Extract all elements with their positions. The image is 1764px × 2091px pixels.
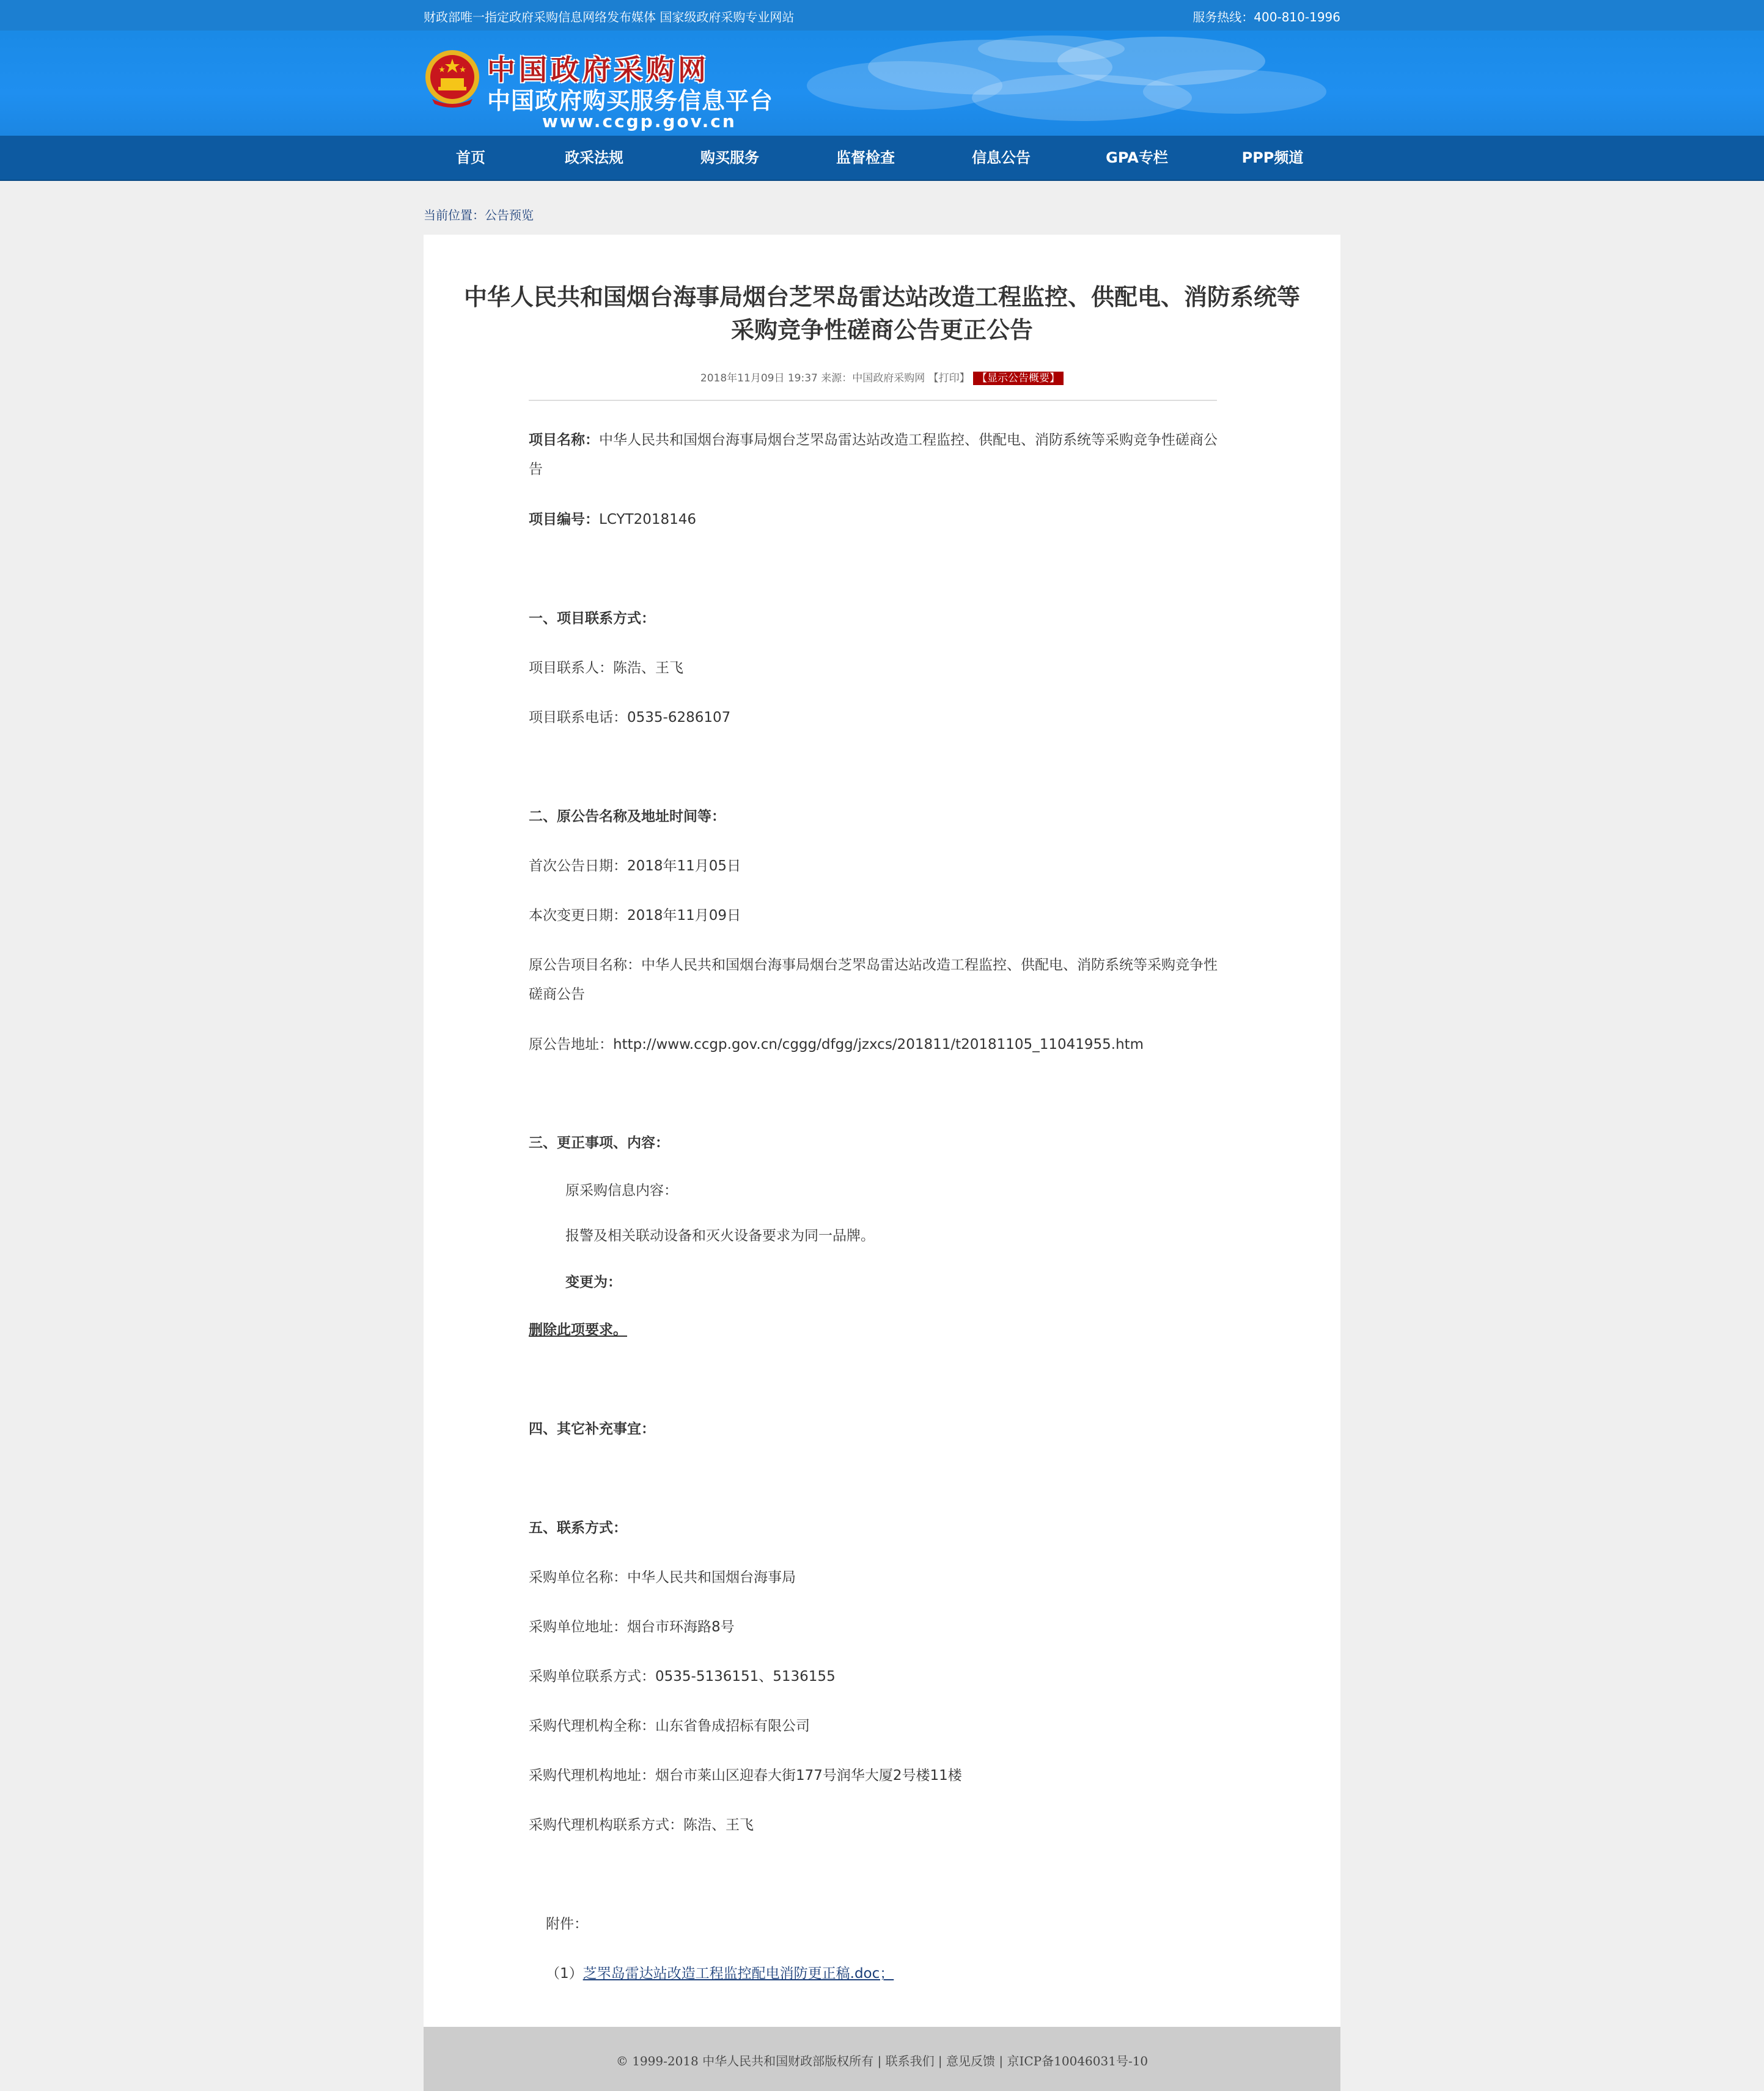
footer-text — [424, 2051, 1340, 2069]
main-nav — [0, 136, 1764, 181]
title-divider — [529, 400, 1217, 401]
changed-content — [529, 1315, 1226, 1345]
project-name-value: 中华人民共和国烟台海事局烟台芝罘岛雷达站改造工程监控、供配电、消防系统等采购竞争性磋商公告 — [529, 432, 1218, 477]
original-project-name: 原公告项目名称：中华人民共和国烟台海事局烟台芝罘岛雷达站改造工程监控、供配电、消防系统等采购竞争性磋商公告 — [529, 957, 1218, 1002]
buyer-name: 采购单位名称：中华人民共和国烟台海事局 — [529, 1570, 796, 1586]
site-slogan: 财政部唯一指定政府采购信息网络发布媒体 国家级政府采购专业网站 — [424, 10, 795, 24]
feedback-link[interactable]: 意见反馈 — [946, 2054, 996, 2068]
cloud-decoration — [795, 31, 1345, 136]
nav-ppp[interactable]: PPP频道 — [1241, 149, 1304, 166]
national-emblem-icon — [424, 48, 481, 109]
print-link[interactable]: 【打印】 — [928, 372, 970, 384]
project-name-label: 项目名称： — [529, 432, 599, 448]
article-title — [424, 281, 1340, 347]
agent-address: 采购代理机构地址：烟台市莱山区迎春大街177号润华大厦2号楼11楼 — [529, 1768, 962, 1784]
attachment-item — [546, 1959, 1243, 1988]
project-number-value: LCYT2018146 — [599, 512, 697, 527]
changed-to-label: 变更为： — [565, 1274, 622, 1290]
buyer-phone: 采购单位联系方式：0535-5136151、5136155 — [529, 1669, 836, 1685]
icp-link[interactable]: 京ICP备10046031号-10 — [1007, 2054, 1148, 2068]
nav-gpa[interactable]: GPA专栏 — [1106, 149, 1168, 166]
copyright: © 1999-2018 中华人民共和国财政部版权所有 | — [616, 2054, 886, 2068]
show-summary-button[interactable]: 【显示公告概要】 — [973, 372, 1064, 385]
service-hotline: 服务热线：400-810-1996 — [1193, 10, 1340, 24]
header-banner — [0, 31, 1764, 136]
contact-phone: 项目联系电话：0535-6286107 — [529, 710, 731, 726]
site-logo[interactable] — [424, 48, 790, 131]
attachment-index: （1） — [546, 1966, 583, 1982]
logo-subtitle: 中国政府购买服务信息平台 — [487, 87, 774, 114]
top-strip — [0, 0, 1764, 31]
section-4-heading: 四、其它补充事宜： — [529, 1421, 655, 1437]
nav-home[interactable]: 首页 — [456, 149, 485, 166]
logo-url: www.ccgp.gov.cn — [542, 111, 737, 131]
section-5-heading: 五、联系方式： — [529, 1520, 627, 1536]
article-title-line1: 中华人民共和国烟台海事局烟台芝罘岛雷达站改造工程监控、供配电、消防系统等 — [463, 284, 1300, 311]
section-3-heading: 三、更正事项、内容： — [529, 1135, 669, 1151]
attachment-label: 附件： — [546, 1916, 588, 1932]
nav-supervision[interactable]: 监督检查 — [836, 149, 895, 166]
footer-sep: | — [995, 2054, 1007, 2068]
changed-content-text: 删除此项要求。 — [529, 1322, 627, 1338]
project-number-label: 项目编号： — [529, 512, 599, 527]
change-date: 本次变更日期：2018年11月09日 — [529, 908, 741, 924]
contact-person: 项目联系人：陈浩、王飞 — [529, 660, 683, 676]
logo-title: 中国政府采购网 — [487, 53, 710, 86]
nav-regulations[interactable]: 政采法规 — [565, 149, 623, 166]
article-panel — [424, 235, 1340, 2027]
nav-announcements[interactable]: 信息公告 — [972, 149, 1031, 166]
section-2-heading: 二、原公告名称及地址时间等： — [529, 809, 726, 825]
buyer-address: 采购单位地址：烟台市环海路8号 — [529, 1619, 735, 1635]
original-content-label: 原采购信息内容： — [565, 1183, 678, 1199]
publish-info: 2018年11月09日 19:37 来源：中国政府采购网 — [700, 372, 925, 384]
project-name — [529, 425, 1226, 484]
breadcrumb: 当前位置：公告预览 — [424, 208, 534, 222]
attachment-link[interactable]: 芝罘岛雷达站改造工程监控配电消防更正稿.doc； — [582, 1966, 894, 1982]
footer — [424, 2027, 1340, 2091]
original-url: 原公告地址：http://www.ccgp.gov.cn/cggg/dfgg/jzxcs/201811/t20181105_11041955.htm — [529, 1037, 1144, 1053]
first-announce-date: 首次公告日期：2018年11月05日 — [529, 858, 741, 874]
contact-us-link[interactable]: 联系我们 — [885, 2054, 935, 2068]
original-content: 报警及相关联动设备和灭火设备要求为同一品牌。 — [565, 1228, 875, 1244]
agent-name: 采购代理机构全称：山东省鲁成招标有限公司 — [529, 1718, 810, 1734]
agent-contact: 采购代理机构联系方式：陈浩、王飞 — [529, 1817, 754, 1833]
footer-sep: | — [934, 2054, 947, 2068]
project-number — [529, 505, 1226, 534]
article-meta — [424, 369, 1340, 384]
article-title-line2: 采购竞争性磋商公告更正公告 — [730, 317, 1033, 344]
section-1-heading: 一、项目联系方式： — [529, 611, 655, 627]
nav-purchase-services[interactable]: 购买服务 — [700, 149, 759, 166]
